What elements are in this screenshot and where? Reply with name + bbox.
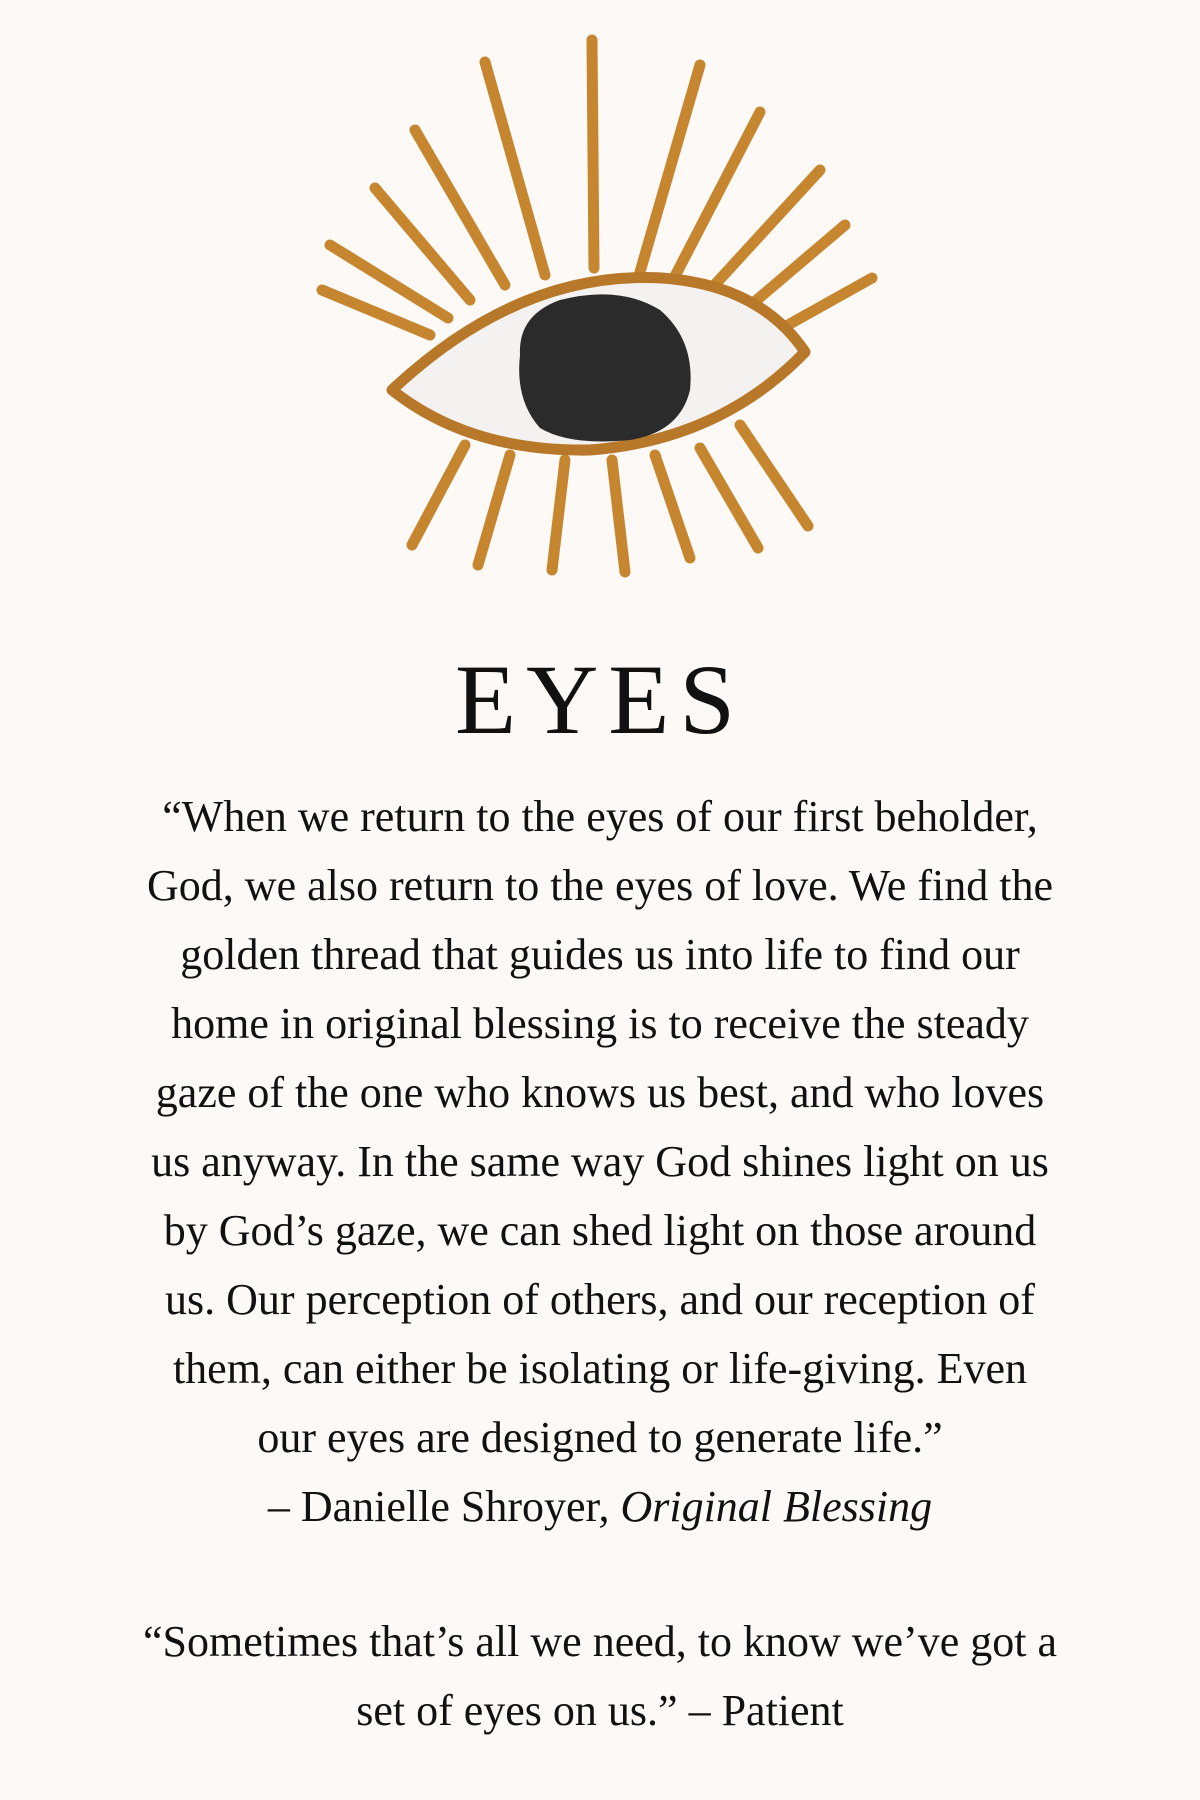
eye-with-rays-icon (0, 0, 1200, 620)
patient-quote (40, 1607, 1160, 1745)
attribution-author: – Danielle Shroyer, (267, 1482, 621, 1531)
quote-line: by God’s gaze, we can shed light on those around (163, 1206, 1037, 1255)
quote-line: gaze of the one who knows us best, and who loves (155, 1068, 1045, 1117)
iris (519, 294, 690, 441)
quote-line: God, we also return to the eyes of love. We find the (147, 861, 1053, 910)
patient-quote-line: “Sometimes that’s all we need, to know we’ve got a (143, 1617, 1057, 1666)
quote-line: “When we return to the eyes of our first beholder, (162, 792, 1038, 841)
attribution-work-title: Original Blessing (620, 1482, 933, 1531)
quote-line: them, can either be isolating or life-giving. Even (172, 1344, 1028, 1393)
quote-attribution (40, 1472, 1160, 1541)
quote-line: home in original blessing is to receive the steady (171, 999, 1029, 1048)
quote-line: us anyway. In the same way God shines light on us (151, 1137, 1049, 1186)
danielle-shroyer-quote (40, 782, 1160, 1541)
patient-quote-line: set of eyes on us.” – Patient (356, 1686, 844, 1735)
quote-line: our eyes are designed to generate life.” (257, 1413, 943, 1462)
quote-line: golden thread that guides us into life to find our (180, 930, 1020, 979)
page-title: EYES (455, 644, 745, 755)
quote-line: us. Our perception of others, and our reception of (165, 1275, 1035, 1324)
